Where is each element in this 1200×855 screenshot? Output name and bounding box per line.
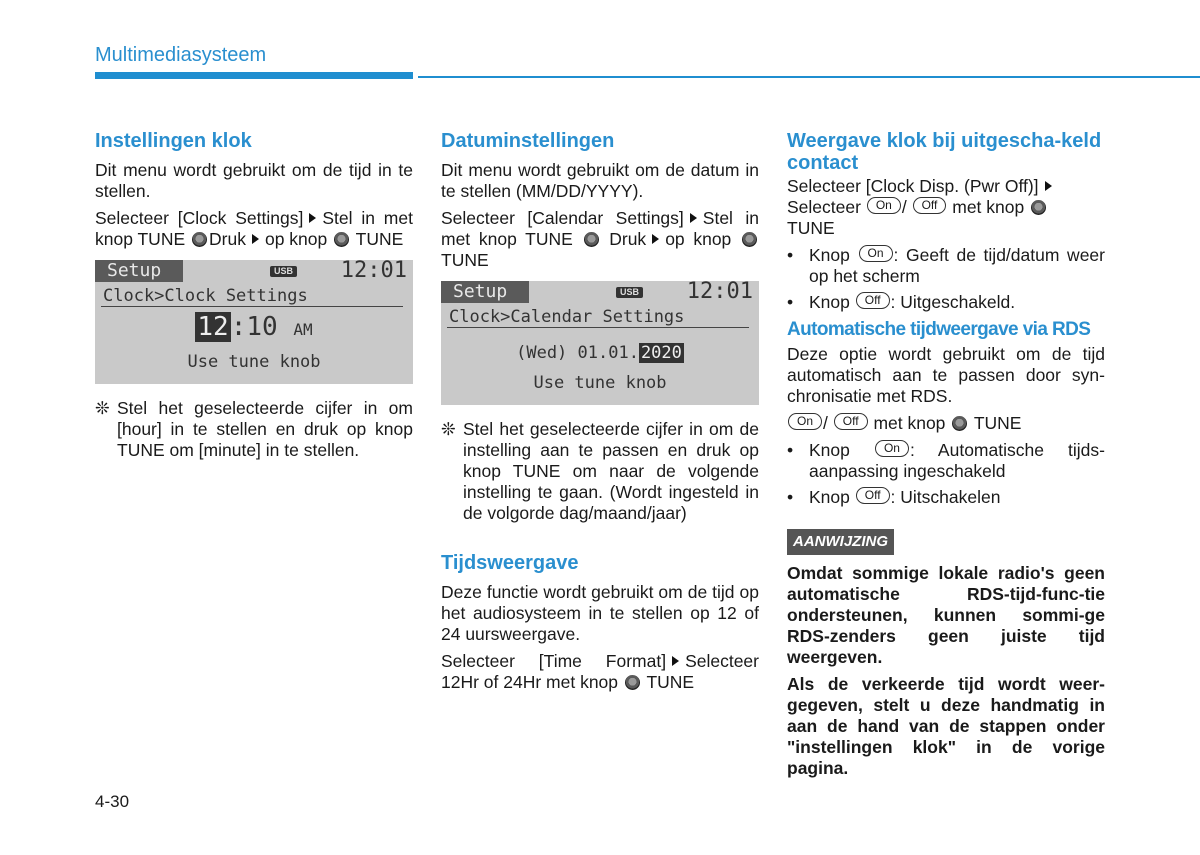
arrow-right-icon [652, 234, 659, 244]
on-button-icon: On [788, 413, 822, 430]
heading-instellingen-klok: Instellingen klok [95, 130, 252, 152]
bullet-icon: • [787, 245, 794, 265]
screen-time [95, 312, 413, 342]
usb-badge: USB [270, 266, 297, 277]
bullet-desc: : Uitschakelen [890, 487, 1001, 507]
header-rule-thick [95, 72, 413, 79]
note-date [441, 419, 759, 524]
tune-knob-icon [952, 416, 967, 431]
slash-text: / [823, 413, 828, 433]
note-paragraph: Als de verkeerde tijd wordt weer-gegeven, stelt u deze handmatig in aan de hand van de stappen onder "instellingen klok" in de vorige pagina. [787, 674, 1105, 778]
bullet-text [809, 292, 1105, 313]
screen-minutes: :10 [230, 312, 278, 342]
note-mark-icon: ❊ [441, 419, 456, 439]
step-text: Selecteer [787, 197, 861, 217]
tune-knob-icon [1031, 200, 1046, 215]
heading-tijdsweergave: Tijdsweergave [441, 552, 579, 574]
off-button-icon: Off [834, 413, 868, 430]
screen-hint: Use tune knob [533, 373, 667, 393]
bullet-text [809, 440, 1105, 482]
bullet-text [809, 487, 1105, 508]
tune-knob-icon [625, 675, 640, 690]
off-button-icon: Off [856, 487, 890, 504]
arrow-right-icon [309, 213, 316, 223]
usb-badge: USB [616, 287, 643, 298]
note-mark-icon: ❊ [95, 398, 110, 418]
bullet-desc: : Automatische tijds-aanpassing ingeschakeld [809, 440, 1105, 481]
step-text: Druk [609, 229, 647, 249]
bullet-icon: • [787, 487, 794, 507]
calendar-settings-screen [441, 281, 759, 405]
on-button-icon: On [859, 245, 893, 262]
knob-label: Knop [809, 440, 850, 460]
bullet-text [809, 245, 1105, 287]
screen-setup-label: Setup [441, 281, 529, 303]
off-button-icon: Off [913, 197, 947, 214]
paragraph-steps [95, 208, 413, 250]
knob-label: Knop [809, 292, 850, 312]
step-text: op knop [264, 229, 328, 249]
bullet-desc: : Uitgeschakeld. [890, 292, 1016, 312]
step-text: TUNE [355, 229, 404, 249]
bullet-icon: • [787, 440, 794, 460]
clock-settings-screen [95, 260, 413, 384]
screen-hour: 12 [197, 312, 229, 342]
screen-date-dm: (Wed) 01.01. [516, 343, 639, 363]
tune-knob-icon [334, 232, 349, 247]
heading-datuminstellingen: Datuminstellingen [441, 130, 615, 152]
off-button-icon: Off [856, 292, 890, 309]
list-item [787, 487, 1105, 508]
column-clock-display [787, 130, 1105, 785]
tune-knob-icon [192, 232, 207, 247]
step-text: Selecteer 12Hr of 24Hr met knop [441, 651, 759, 692]
step-text: Druk [209, 229, 246, 249]
step-text: Stel in met knop TUNE [441, 208, 759, 249]
screen-setup-label: Setup [95, 260, 183, 282]
column-clock-settings [95, 130, 413, 461]
step-text: TUNE [787, 218, 835, 238]
step-text: TUNE [441, 250, 489, 270]
step-text: met knop [952, 197, 1025, 217]
page-header-title: Multimediasysteem [95, 44, 267, 66]
screen-divider [101, 306, 403, 307]
list-item [787, 292, 1105, 313]
knob-label: Knop [809, 245, 850, 265]
note-paragraph: Omdat sommige lokale radio's geen automatische RDS-tijd-func-tie ondersteunen, kunnen sommi-ge RDS-zenders geen juiste tijd weergeven. [787, 563, 1105, 667]
step-text: TUNE [646, 672, 695, 692]
bullet-icon: • [787, 292, 794, 312]
heading-automatische-rds: Automatische tijdweergave via RDS [787, 319, 1091, 340]
screen-clock: 12:01 [686, 279, 753, 304]
screen-menu-path: Clock>Clock Settings [103, 286, 308, 306]
step-text: Selecteer [Clock Disp. (Pwr Off)] [787, 176, 1039, 196]
paragraph-time-steps [441, 651, 759, 693]
screen-divider [447, 327, 749, 328]
paragraph-rds-intro: Deze optie wordt gebruikt om de tijd automatisch aan te passen door syn-chronisatie met RDS. [787, 344, 1105, 406]
paragraph-intro: Dit menu wordt gebruikt om de datum in te stellen (MM/DD/YYYY). [441, 160, 759, 201]
paragraph-intro: Dit menu wordt gebruikt om de tijd in te stellen. [95, 160, 413, 201]
paragraph-steps [441, 208, 759, 271]
step-text: Selecteer [Clock Settings] [95, 208, 304, 228]
on-button-icon: On [875, 440, 909, 457]
step-text: op knop [665, 229, 732, 249]
page-number: 4-30 [95, 792, 130, 811]
arrow-right-icon [1045, 181, 1052, 191]
step-text: TUNE [973, 413, 1022, 433]
heading-weergave-klok: Weergave klok bij uitgescha-keld contact [787, 130, 1102, 174]
paragraph-time-format: Deze functie wordt gebruikt om de tijd op het audiosysteem in te stellen op 12 of 24 uursweergave. [441, 582, 759, 644]
note-tag: AANWIJZING [787, 529, 894, 555]
arrow-right-icon [672, 656, 679, 666]
note-body [787, 563, 1105, 779]
header-rule-thin [418, 76, 1200, 78]
screen-clock: 12:01 [340, 258, 407, 283]
paragraph-rds-steps [787, 413, 1105, 434]
column-date-settings [441, 130, 759, 699]
list-item [787, 440, 1105, 482]
slash-text: / [901, 197, 907, 217]
tune-knob-icon [742, 232, 757, 247]
step-text: Selecteer [Calendar Settings] [441, 208, 684, 228]
bullet-desc: : Geeft de tijd/datum weer op het scherm [809, 245, 1105, 286]
step-text: met knop [873, 413, 946, 433]
note-text: Stel het geselecteerde cijfer in om de instelling aan te passen en druk op knop TUNE om naar de volgende instelling te gaan. (Wordt ingesteld in de volgorde dag/maand/jaar) [463, 419, 759, 523]
list-item [787, 245, 1105, 287]
note-text: Stel het geselecteerde cijfer in om [hour] in te stellen en druk op knop TUNE om [minute] in te stellen. [117, 398, 413, 460]
screen-date [441, 343, 759, 364]
on-button-icon: On [867, 197, 901, 214]
step-text: Selecteer [Time Format] [441, 651, 667, 671]
screen-hint: Use tune knob [187, 352, 321, 372]
arrow-right-icon [252, 234, 259, 244]
screen-ampm: AM [293, 320, 313, 339]
screen-menu-path: Clock>Calendar Settings [449, 307, 685, 327]
arrow-right-icon [690, 213, 697, 223]
paragraph-display-steps [787, 176, 1105, 239]
note-clock [95, 398, 413, 461]
tune-knob-icon [584, 232, 599, 247]
step-text: Stel in met knop TUNE [95, 208, 413, 249]
knob-label: Knop [809, 487, 850, 507]
screen-year: 2020 [640, 343, 682, 363]
